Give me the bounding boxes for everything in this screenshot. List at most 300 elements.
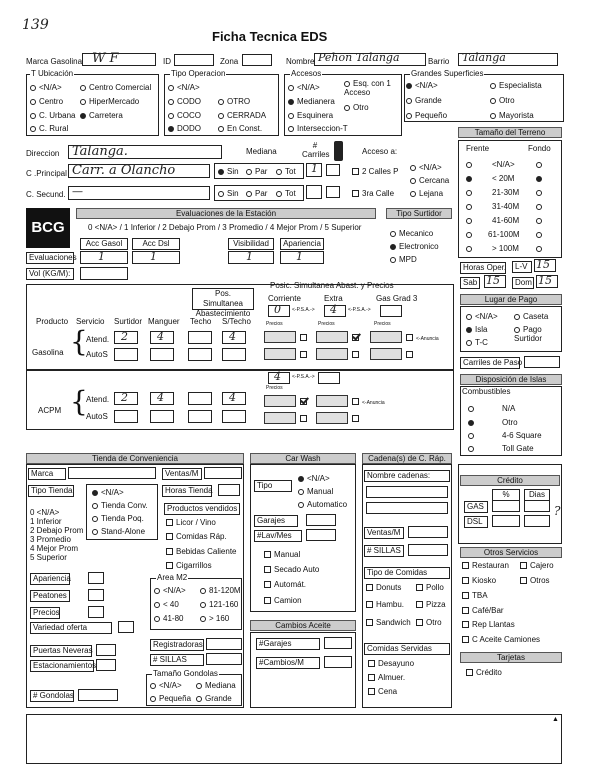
acceso-lejana[interactable]: Lejana — [410, 190, 443, 199]
servida-cena[interactable]: Cena — [368, 688, 397, 697]
area-41-80[interactable]: 41-80 — [154, 615, 183, 624]
radio-icon — [468, 433, 474, 439]
col-stecho: S/Techo — [222, 317, 251, 326]
disposicion-title: Disposición de Islas — [460, 374, 562, 385]
disposicion-tollgate[interactable] — [468, 445, 477, 454]
brace-icon: { — [70, 325, 88, 358]
terreno-frente-label: Frente — [466, 144, 490, 153]
c-secund-3racalle[interactable]: 3ra Calle — [352, 190, 394, 199]
producto-cigarrillos[interactable]: Cigarrillos — [166, 562, 212, 571]
notes-area[interactable] — [26, 714, 562, 764]
gas-precio2-extra[interactable] — [316, 348, 348, 360]
extra-label: Extra — [324, 294, 343, 303]
area-lt40[interactable]: < 40 — [154, 601, 179, 610]
tipo-op-otro[interactable]: OTRO — [218, 98, 250, 107]
terreno-fondo-20[interactable] — [536, 175, 545, 184]
tipo-tienda-na[interactable]: <N/A> — [92, 489, 124, 498]
radio-icon — [466, 218, 472, 224]
cadena-sillas-field[interactable] — [408, 544, 448, 556]
radio-icon — [490, 83, 496, 89]
surtidor-mpd[interactable]: MPD — [390, 256, 417, 265]
cadena-ventas-field[interactable] — [408, 526, 448, 538]
terreno-fondo-na[interactable] — [536, 161, 545, 170]
posic-title: Posic. Simultanea Abast. y Precios — [270, 281, 394, 290]
eval-visibilidad-value: 1 — [246, 250, 253, 263]
terreno-row-40[interactable] — [466, 203, 475, 212]
radio-icon — [218, 191, 224, 197]
acpm-precio2[interactable] — [264, 412, 296, 424]
terreno-row-100[interactable] — [466, 231, 475, 240]
vol-field[interactable] — [80, 267, 128, 280]
radio-selected-icon — [92, 490, 98, 496]
gas-grad3-field[interactable] — [380, 305, 402, 317]
c-principal-carriles-value: 1 — [311, 162, 318, 175]
radio-icon — [92, 516, 98, 522]
pago-tc[interactable]: T-C — [466, 339, 488, 348]
cambios-garajes-field[interactable] — [324, 637, 352, 649]
ubicacion-opt-hiper[interactable]: HiperMercado — [80, 98, 139, 107]
producto-licor[interactable]: Licor / Vino — [166, 519, 216, 528]
ubicacion-opt-urbana[interactable]: C. Urbana — [30, 112, 75, 121]
horas-lv-label: L-V — [512, 261, 532, 273]
credito-title: Crédito — [460, 475, 560, 486]
ubicacion-opt-centro[interactable]: Centro — [30, 98, 63, 107]
radio-icon — [200, 616, 206, 622]
c-principal-par[interactable]: Par — [246, 168, 267, 177]
acpm-anuncia-b[interactable]: <-Anuncia — [352, 398, 385, 407]
terreno-fondo-gt100[interactable] — [536, 245, 545, 254]
radio-icon — [154, 602, 160, 608]
acpm-label: ACPM — [38, 406, 62, 415]
terreno-row-20[interactable] — [466, 175, 475, 184]
pago-isla[interactable]: Isla — [466, 326, 487, 335]
carwash-chk-automat[interactable]: Automát. — [264, 581, 306, 590]
radio-icon — [276, 191, 282, 197]
carwash-chk-camion[interactable]: Camion — [264, 597, 302, 606]
checkbox-icon — [166, 562, 173, 569]
tipo-tienda-poq[interactable]: Tienda Poq. — [92, 515, 144, 524]
carriles-paso-field[interactable] — [524, 356, 560, 368]
gas-atend-techo[interactable] — [188, 331, 212, 344]
radio-icon — [344, 105, 350, 111]
surtidor-electronico[interactable]: Electronico — [390, 243, 439, 252]
terreno-fondo-40[interactable] — [536, 203, 545, 212]
acceso-na[interactable]: <N/A> — [410, 164, 442, 173]
tarjetas-title: Tarjetas — [460, 652, 562, 663]
radio-icon — [410, 165, 416, 171]
tipo-op-na[interactable]: <N/A> — [168, 84, 200, 93]
credito-dsl-label: DSL — [464, 516, 488, 528]
ubicacion-title: T Ubicación — [31, 69, 74, 78]
servicio-llantas[interactable]: Rep Llantas — [462, 621, 515, 630]
gas-autos-manguer[interactable] — [150, 348, 174, 361]
c-secund-sin[interactable]: Sin — [218, 190, 239, 199]
tipo-tienda-conv[interactable]: Tienda Conv. — [92, 502, 148, 511]
gas-anuncia-extra[interactable] — [352, 334, 362, 343]
cambios-mes-field[interactable] — [324, 656, 352, 668]
area-gt160[interactable]: > 160 — [200, 615, 229, 624]
radio-icon — [536, 218, 542, 224]
acpm-autos-surtidor[interactable] — [114, 410, 138, 423]
terreno-row-gt100[interactable] — [466, 245, 475, 254]
registradoras-field[interactable] — [206, 638, 242, 650]
pago-surtidor[interactable]: Pago Surtidor — [514, 325, 543, 343]
gondolas-pequena[interactable]: Pequeña — [150, 695, 191, 704]
gs-especialista[interactable]: Especialista — [490, 82, 542, 91]
terreno-fondo-60[interactable] — [536, 217, 545, 226]
acpm-autos-manguer[interactable] — [150, 410, 174, 423]
checkbox-checked-icon — [300, 398, 307, 405]
disposicion-otro-label: Otro — [502, 418, 518, 427]
acpm-precio2-b[interactable] — [316, 412, 348, 424]
radio-icon — [466, 246, 472, 252]
terreno-fondo-100[interactable] — [536, 231, 545, 240]
peatones-label: Peatones — [30, 590, 70, 602]
marca-gasolina-value: W F — [92, 51, 119, 66]
checkbox-icon — [352, 190, 359, 197]
variedad-label: Variedad oferta — [30, 622, 112, 634]
radio-icon — [406, 113, 412, 119]
accesos-intersec[interactable]: Interseccion-T — [288, 125, 348, 134]
cadena-field-2[interactable] — [366, 502, 448, 514]
id-field[interactable] — [174, 54, 214, 66]
eval-col-visibilidad: Visibilidad — [228, 238, 274, 250]
col-surtidor: Surtidor — [114, 317, 143, 326]
traffic-light-icon — [334, 141, 343, 161]
vol-label: Vol (KG/M): — [26, 268, 74, 280]
accesos-na[interactable]: <N/A> — [288, 84, 320, 93]
checkbox-icon — [366, 619, 373, 626]
radio-selected-icon — [466, 327, 472, 333]
col-techo: Techo — [190, 317, 212, 326]
apariencia-label: Apariencia — [30, 573, 70, 585]
checkbox-icon — [264, 581, 271, 588]
area-121-160[interactable]: 121-160 — [200, 601, 238, 610]
checkbox-icon — [368, 660, 375, 667]
radio-icon — [168, 85, 174, 91]
accesos-esq1[interactable]: Esq. con 1 Acceso — [344, 79, 391, 97]
lugar-pago-title: Lugar de Pago — [460, 294, 562, 305]
checkbox-icon — [406, 351, 413, 358]
tipo-op-coco[interactable]: COCO — [168, 112, 201, 121]
credito-gas-dias[interactable] — [524, 500, 550, 512]
radio-icon — [150, 696, 156, 702]
producto-comidas[interactable]: Comidas Ráp. — [166, 533, 227, 542]
comida-donuts[interactable]: Donuts — [366, 584, 401, 593]
acpm-precio[interactable] — [264, 395, 296, 407]
radio-icon — [514, 314, 520, 320]
servida-desayuno[interactable]: Desayuno — [368, 660, 414, 669]
terreno-row-30[interactable] — [466, 189, 475, 198]
accesos-medianera[interactable]: Medianera — [288, 98, 335, 107]
ubicacion-opt-na[interactable]: <N/A> — [30, 84, 62, 93]
servicio-restauran[interactable]: Restauran — [462, 562, 509, 571]
radio-icon — [196, 696, 202, 702]
horas-dom-label: Dom — [512, 277, 534, 289]
acpm-anuncia2-b[interactable] — [352, 415, 362, 424]
gondolas-mediana[interactable]: Mediana — [196, 682, 236, 691]
precios-label: Precios — [266, 385, 283, 391]
cadena-field-1[interactable] — [366, 486, 448, 498]
carwash-chk-secado[interactable]: Secado Auto — [264, 566, 319, 575]
terreno-title: Tamaño del Terreno — [458, 127, 562, 138]
checkbox-icon — [264, 597, 271, 604]
gas-precio2-corriente[interactable] — [264, 348, 296, 360]
lav-mes-label: #Lav/Mes — [254, 530, 302, 542]
gondolas-na[interactable]: <N/A> — [150, 682, 182, 691]
disposicion-square-label: 4-6 Square — [502, 431, 542, 440]
comida-otro[interactable]: Otro — [416, 619, 442, 628]
gas-precio-extra[interactable] — [316, 331, 348, 343]
gasolina-autos-label: AutoS — [86, 350, 108, 359]
tipo-surtidor-title: Tipo Surtidor — [386, 208, 452, 219]
gas-autos-techo[interactable] — [188, 348, 212, 361]
precios-label: Precios — [318, 321, 335, 327]
gas-atend-manguer-value: 4 — [157, 330, 164, 343]
checkbox-checked-icon — [352, 334, 359, 341]
gas-anuncia2-corriente[interactable] — [300, 351, 310, 360]
gas-anuncia2-extra[interactable] — [352, 351, 362, 360]
gs-otro[interactable]: Otro — [490, 97, 515, 106]
c-secund-field[interactable] — [68, 186, 210, 200]
checkbox-icon — [166, 548, 173, 555]
radio-selected-icon — [406, 83, 412, 89]
radio-icon — [536, 162, 542, 168]
tipo-op-dodo[interactable]: DODO — [168, 125, 201, 134]
gs-mayorista[interactable]: Mayorista — [490, 112, 534, 121]
terreno-row-60[interactable] — [466, 217, 475, 226]
cadena-ventas-label: Ventas/M — [364, 527, 404, 539]
pago-na[interactable]: <N/A> — [466, 313, 498, 322]
carwash-na[interactable]: <N/A> — [298, 475, 330, 484]
checkbox-icon — [352, 351, 359, 358]
zona-field[interactable] — [242, 54, 272, 66]
extra-value: 4 — [330, 303, 337, 316]
gas-precio-grad3[interactable] — [370, 331, 402, 343]
disposicion-tollgate-label: Toll Gate — [502, 444, 534, 453]
tipo-tienda-label: Tipo Tienda — [28, 485, 74, 497]
c-secund-extra-field[interactable] — [326, 186, 340, 198]
servicio-aceite-camiones[interactable]: C Aceite Camiones — [462, 636, 540, 645]
evaluaciones-title: Evaluaciones de la Estación — [76, 208, 376, 219]
pos-simultanea-label: Pos. Simultanea Abastecimiento — [192, 288, 254, 310]
ubicacion-opt-cc[interactable]: Centro Comercial — [80, 84, 151, 93]
carwash-garajes-field[interactable] — [306, 514, 336, 526]
estacionamientos-field[interactable] — [96, 659, 116, 671]
acpm-autos-techo[interactable] — [188, 410, 212, 423]
checkbox-icon — [264, 551, 271, 558]
ubicacion-opt-carretera[interactable]: Carretera — [80, 112, 123, 121]
radio-selected-icon — [390, 244, 396, 250]
ubicacion-opt-rural[interactable]: C. Rural — [30, 125, 68, 134]
tipo-op-enconst[interactable]: En Const. — [218, 125, 262, 134]
gas-precio-corriente[interactable] — [264, 331, 296, 343]
tipo-operacion-title: Tipo Operacion — [171, 69, 226, 78]
gas-autos-stecho[interactable] — [222, 348, 246, 361]
comidas-servidas-label: Comidas Servidas — [364, 643, 450, 655]
carwash-tipo-label: Tipo — [254, 480, 292, 492]
radio-icon — [288, 85, 294, 91]
acpm-psa-value: 4 — [274, 370, 281, 383]
c-principal-tot[interactable]: Tot — [276, 168, 296, 177]
accesos-otro[interactable]: Otro — [344, 104, 369, 113]
gasolina-label: Gasolina — [32, 348, 64, 357]
horas-tienda-label: Horas Tienda — [162, 485, 212, 497]
radio-icon — [150, 683, 156, 689]
gas-anuncia2-grad3[interactable] — [406, 351, 416, 360]
acpm-precio-b[interactable] — [316, 395, 348, 407]
gas-anuncia-grad3[interactable]: <-Anuncia — [406, 334, 439, 343]
scroll-up-icon[interactable]: ▲ — [552, 716, 559, 723]
c-principal-sin[interactable]: Sin — [218, 168, 239, 177]
acpm-anuncia[interactable] — [300, 398, 310, 407]
servicio-kiosko[interactable]: Kiosko — [462, 577, 496, 586]
checkbox-icon — [366, 601, 373, 608]
accesos-esquinera[interactable]: Esquinera — [288, 112, 333, 121]
surtidor-mecanico[interactable]: Mecanico — [390, 230, 433, 239]
registradoras-label: Registradoras — [150, 639, 204, 651]
checkbox-icon — [462, 607, 469, 614]
carwash-automatico[interactable]: Automatico — [298, 501, 347, 510]
terreno-row-label: 41-60M — [492, 216, 520, 225]
radio-icon — [30, 85, 36, 91]
checkbox-icon — [462, 592, 469, 599]
tienda-scale-5: 5 Superior — [30, 553, 67, 562]
pago-caseta[interactable]: Caseta — [514, 313, 548, 322]
gas-precio2-grad3[interactable] — [370, 348, 402, 360]
peatones-field[interactable] — [88, 589, 104, 601]
radio-icon — [514, 327, 520, 333]
c-secund-carriles-field[interactable] — [306, 185, 322, 199]
radio-selected-icon — [536, 176, 542, 182]
variedad-field[interactable] — [118, 621, 134, 633]
num-gondolas-field[interactable] — [78, 689, 118, 701]
horas-sab-label: Sab — [460, 277, 480, 289]
comida-pizza[interactable]: Pizza — [416, 601, 446, 610]
tipo-tienda-stand[interactable]: Stand-Alone — [92, 528, 145, 537]
gas-autos-surtidor[interactable] — [114, 348, 138, 361]
servicio-cafe[interactable]: Café/Bar — [462, 607, 504, 616]
acpm-psa2-field[interactable] — [318, 372, 340, 384]
radio-selected-icon — [288, 99, 294, 105]
eval-acc-dsl-value: 1 — [150, 250, 157, 263]
eval-col-apariencia: Apariencia — [280, 238, 324, 250]
radio-icon — [288, 113, 294, 119]
carwash-garajes-label: Garajes — [254, 515, 298, 527]
terreno-row-na[interactable] — [466, 161, 475, 170]
terreno-fondo-30[interactable] — [536, 189, 545, 198]
checkbox-icon — [352, 398, 359, 405]
gs-na[interactable]: <N/A> — [406, 82, 438, 91]
acpm-autos-stecho[interactable] — [222, 410, 246, 423]
radio-icon — [218, 126, 224, 132]
disposicion-otro[interactable] — [468, 419, 477, 428]
cadena-sillas-label: # SILLAS — [364, 545, 404, 557]
horas-oper-label: Horas Oper. — [460, 262, 506, 274]
area-81-120[interactable]: 81-120M — [200, 587, 241, 596]
servicio-cajero[interactable]: Cajero — [520, 562, 554, 571]
tienda-marca-label: Marca — [28, 468, 66, 480]
servicio-otros[interactable]: Otros — [520, 577, 550, 586]
servicio-tba[interactable]: TBA — [462, 592, 488, 601]
tienda-sillas-field[interactable] — [206, 653, 242, 665]
direccion-value: Talanga. — [72, 144, 128, 159]
corriente-label: Corriente — [268, 294, 301, 303]
carwash-manual[interactable]: Manual — [298, 488, 333, 497]
acpm-atend-manguer-value: 4 — [157, 391, 164, 404]
disposicion-square[interactable] — [468, 432, 477, 441]
comida-sandwich[interactable]: Sandwich — [366, 619, 411, 628]
precios-tienda-field[interactable] — [88, 606, 104, 618]
checkbox-icon — [406, 334, 413, 341]
acpm-anuncia2[interactable] — [300, 415, 310, 424]
horas-tienda-field[interactable] — [218, 484, 240, 496]
credito-gas-pct[interactable] — [492, 500, 520, 512]
acceso-cercana[interactable]: Cercana — [410, 177, 449, 186]
apariencia-field[interactable] — [88, 572, 104, 584]
radio-icon — [246, 169, 252, 175]
c-principal-extra-field[interactable] — [326, 164, 340, 176]
nombre-cadenas-label: Nombre cadenas: — [364, 470, 450, 482]
checkbox-icon — [416, 584, 423, 591]
area-na[interactable]: <N/A> — [154, 587, 186, 596]
acpm-atend-techo[interactable] — [188, 392, 212, 405]
checkbox-icon — [520, 562, 527, 569]
servida-almuerzo[interactable]: Almuer. — [368, 674, 405, 683]
comida-pollo[interactable]: Pollo — [416, 584, 444, 593]
terreno-fondo-label: Fondo — [528, 144, 551, 153]
eval-col-acc-dsl: Acc Dsl — [132, 238, 180, 250]
tarjeta-credito[interactable]: Crédito — [466, 669, 502, 678]
eval-apariencia-value: 1 — [296, 250, 303, 263]
gs-pequeno[interactable]: Pequeño — [406, 112, 447, 121]
tienda-marca-field[interactable] — [68, 467, 156, 479]
gas-anuncia-corriente[interactable] — [300, 334, 310, 343]
radio-icon — [468, 406, 474, 412]
puertas-field[interactable] — [96, 644, 116, 656]
radio-icon — [168, 99, 174, 105]
tienda-ventas-field[interactable] — [204, 467, 242, 479]
eval-acc-gasol-value: 1 — [98, 250, 105, 263]
cambios-title: Cambios Aceite — [250, 620, 356, 631]
comida-hambu[interactable]: Hambu. — [366, 601, 404, 610]
tienda-scale-0: 0 <N/A> — [30, 508, 60, 517]
tipo-op-codo[interactable]: CODO — [168, 98, 201, 107]
psa-label: <-P.S.A.-> — [292, 307, 315, 313]
col-manguer: Manguer — [148, 317, 180, 326]
tipo-comidas-label: Tipo de Comidas — [364, 567, 450, 579]
checkbox-icon — [300, 351, 307, 358]
tienda-ventas-label: Ventas/M — [162, 468, 202, 480]
gondolas-grande[interactable]: Grande — [196, 695, 232, 704]
tipo-op-cerrada[interactable]: CERRADA — [218, 112, 266, 121]
radio-icon — [154, 588, 160, 594]
c-secund-tot[interactable]: Tot — [276, 190, 296, 199]
radio-selected-icon — [80, 113, 86, 119]
credito-dsl-pct[interactable] — [492, 515, 520, 527]
gs-grande[interactable]: Grande — [406, 97, 442, 106]
radio-icon — [246, 191, 252, 197]
radio-icon — [410, 178, 416, 184]
c-secund-par[interactable]: Par — [246, 190, 267, 199]
c-principal-2calles[interactable]: 2 Calles P — [352, 168, 398, 177]
disposicion-na[interactable] — [468, 405, 477, 414]
radio-icon — [536, 190, 542, 196]
lav-mes-field[interactable] — [306, 529, 336, 541]
producto-bebidas[interactable]: Bebidas Caliente — [166, 548, 236, 557]
carwash-chk-manual[interactable]: Manual — [264, 551, 300, 560]
credito-dsl-dias[interactable] — [524, 515, 550, 527]
